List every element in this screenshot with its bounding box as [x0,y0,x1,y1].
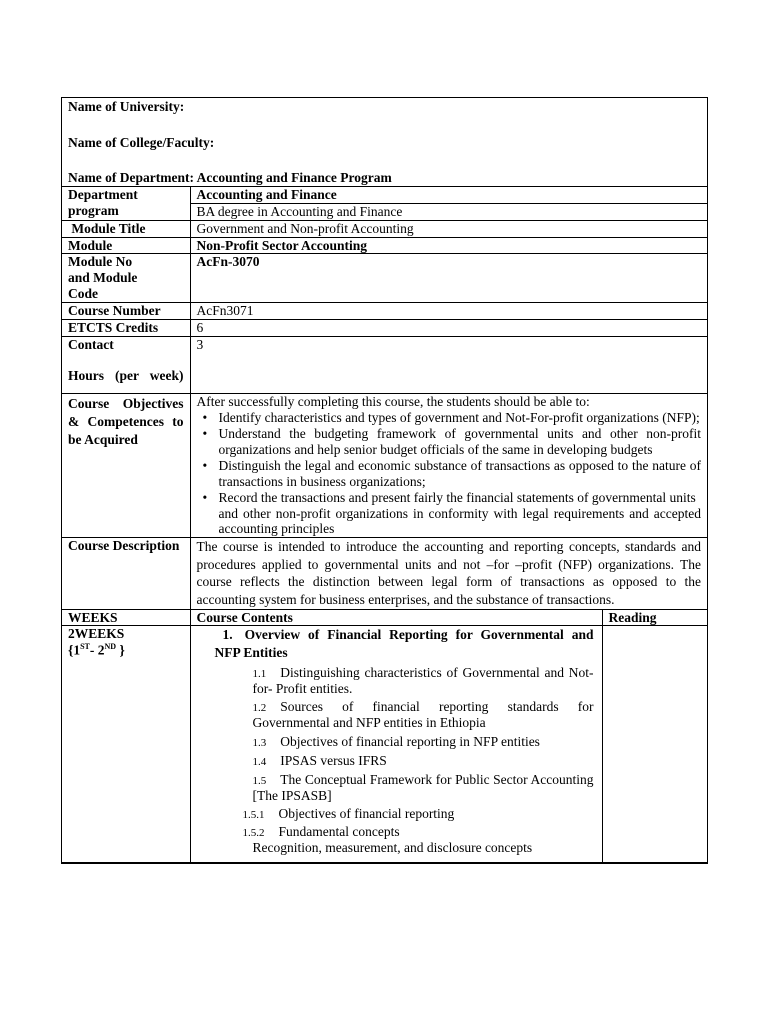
section-item: 1.2 Sources of financial reporting standards for Governmental and NFP entities in Ethiopia [252,699,594,731]
weeks-count: 2WEEKS [68,626,125,642]
schedule-header-row [62,610,707,626]
reading-cell [602,626,707,863]
contents-cell [190,626,602,863]
program-value: BA degree in Accounting and Finance [190,203,707,220]
etcts-value: 6 [190,320,707,337]
module-no-value: AcFn-3070 [190,254,707,303]
chapter-title: Overview of Financial Reporting for Governmental and NFP Entities [214,627,594,661]
objectives-continuation: and other non-profit organizations in conformity with legal requirements and accepted accounting principles [218,505,701,537]
schedule-row [62,626,707,863]
module-label: Module [62,237,190,254]
course-number-label: Course Number [62,303,190,320]
department-value: Accounting and Finance [190,187,707,203]
etcts-row [62,320,707,337]
module-value: Non-Profit Sector Accounting [190,237,707,254]
reading-header: Reading [602,610,707,626]
objectives-label: Course Objectives & Competences to be Acquired [62,394,190,538]
module-row [62,237,707,254]
concepts-line: Recognition, measurement, and disclosure concepts [252,840,533,856]
weeks-header: WEEKS [62,610,190,626]
university-name-line: Name of University: [68,99,185,114]
contact-label: Contact [68,337,114,353]
course-schedule-table [62,610,707,864]
objective-item: • Record the transactions and present fairly the financial statements of governmental units [219,490,702,506]
module-title-value: Government and Non-profit Accounting [190,220,707,237]
department-label: Department program [62,187,190,220]
course-document [61,97,708,864]
department-row [62,187,707,203]
description-row [62,538,707,609]
objective-item: • Understand the budgeting framework of governmental units and other non-profit organizations and help senior budget officials of the same in developing budgets [219,426,702,458]
objective-item: • Identify characteristics and types of government and Not-For-profit organizations (NFP); [219,410,702,426]
objectives-row [62,394,707,538]
course-number-value: AcFn3071 [190,303,707,320]
course-number-row [62,303,707,320]
section-item: 1.3 Objectives of financial reporting in NFP entities [252,734,540,750]
objective-item: • Distinguish the legal and economic substance of transactions as opposed to the nature of transactions in business organizations; [219,458,702,490]
contact-hours-label [62,337,190,394]
module-no-row [62,254,707,303]
module-no-label: Module No and Module Code [62,254,190,303]
section-item: 1.5 The Conceptual Framework for Public Sector Accounting [The IPSASB] [252,772,594,804]
department-name-line: Name of Department: Accounting and Finance Program [68,169,392,185]
weeks-range: {1ST- 2ND } [68,642,125,658]
etcts-label: ETCTS Credits [62,320,190,337]
description-label: Course Description [62,538,190,609]
objectives-intro: After successfully completing this course, the students should be able to: [196,394,590,410]
course-info-table [62,187,707,610]
section-item: 1.1 Distinguishing characteristics of Governmental and Not- for- Profit entities. [252,664,594,696]
contents-header: Course Contents [190,610,602,626]
module-title-label: Module Title [62,220,190,237]
objectives-content [190,394,707,538]
subsection-item: 1.5.1 Objectives of financial reporting [242,806,455,822]
chapter-heading [197,626,594,661]
document-header [62,98,707,187]
chapter-number: 1. [222,627,233,643]
contact-hours-value: 3 [190,337,707,394]
college-name-line: Name of College/Faculty: [68,134,215,150]
description-text: The course is intended to introduce the accounting and reporting concepts, standards and procedures applied to governmental units and not –for –profit (NFP) organizations. The course reflects the distinction between legal form of transactions as opposed to the accounting system for business enterprises, and the substance of transactions. [190,538,707,609]
module-title-row [62,220,707,237]
hours-per-week-label: Hours (per week) [68,367,184,383]
weeks-cell [62,626,190,863]
objectives-list [197,410,702,506]
contact-hours-row [62,337,707,394]
section-item: 1.4 IPSAS versus IFRS [252,753,387,769]
subsection-item: 1.5.2 Fundamental concepts [242,824,400,840]
